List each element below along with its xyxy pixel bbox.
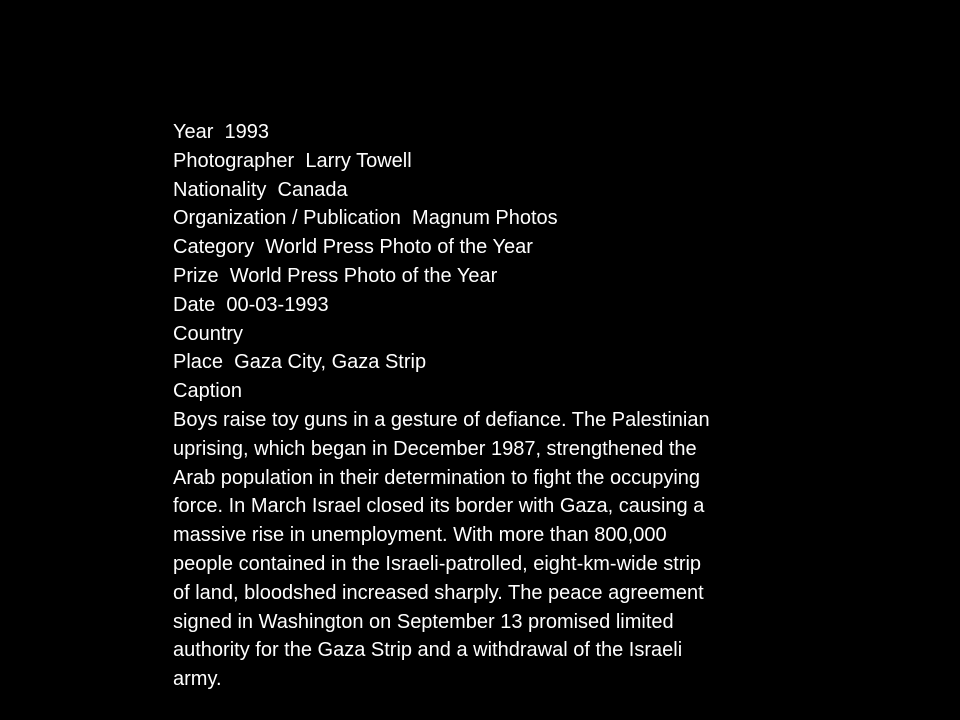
photographer-label: Photographer: [173, 149, 295, 172]
year-row: [173, 118, 833, 147]
prize-value: World Press Photo of the Year: [229, 264, 498, 287]
caption-row: [173, 377, 833, 406]
photographer-value: Larry Towell: [305, 149, 412, 172]
nationality-label: Nationality: [173, 178, 267, 201]
organization-value: Magnum Photos: [412, 207, 558, 230]
prize-label: Prize: [173, 264, 219, 287]
nationality-row: [173, 176, 833, 205]
country-row: [173, 320, 833, 349]
caption-label: Caption: [173, 380, 242, 403]
place-row: [173, 348, 833, 377]
date-row: [173, 291, 833, 320]
place-label: Place: [173, 351, 224, 374]
year-label: Year: [173, 121, 214, 143]
category-row: [173, 233, 833, 262]
organization-label: Organization / Publication: [173, 207, 401, 230]
place-value: Gaza City, Gaza Strip: [234, 351, 427, 374]
caption-text: Boys raise toy guns in a gesture of defiance. The Palestinian uprising, which began in December 1987, strengthened the Arab population in their determination to fight the occupying force. In March Israel closed its border with Gaza, causing a massive rise in unemployment. With more than 800,000 people contained in the Israeli-patrolled, eight-km-wide strip of land, bloodshed increased sharply. The peace agreement signed in Washington on September 13 promised limited authority for the Gaza Strip and a withdrawal of the Israeli army.: [173, 408, 710, 691]
date-value: 00-03-1993: [226, 293, 329, 316]
nationality-value: Canada: [277, 178, 348, 201]
category-value: World Press Photo of the Year: [265, 236, 533, 259]
photo-record: [173, 118, 833, 694]
photographer-row: [173, 147, 833, 176]
year-value: 1993: [224, 121, 270, 143]
country-label: Country: [173, 322, 244, 345]
prize-row: [173, 262, 833, 291]
category-label: Category: [173, 236, 255, 259]
date-label: Date: [173, 293, 216, 316]
organization-row: [173, 204, 833, 233]
